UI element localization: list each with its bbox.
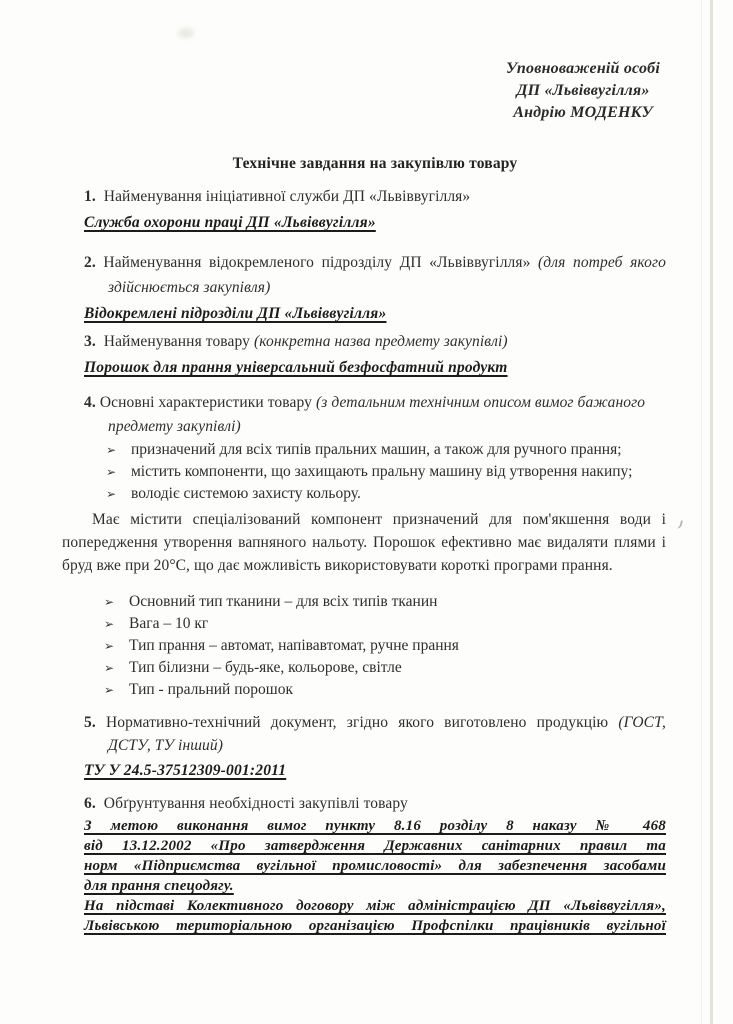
section-4-feature-list (106, 439, 666, 505)
scan-edge-line (710, 0, 713, 1024)
section-5-number: 5. (84, 714, 96, 731)
section-6-answer (84, 816, 666, 936)
spec-item (104, 591, 666, 613)
section-4-description-paragraph: Має містити спеціалізований компонент призначений для пом'якшення води і попередження утворення вапняного нальоту. Порошок ефективно має видаляти плями і бруд вже при 20°С, що дає можливість використовувати короткі програми прання. (62, 511, 666, 574)
section-1-answer: Служба охорони праці ДП «Львіввугілля» (84, 214, 376, 231)
spec-item (104, 679, 666, 701)
section-1-label: Найменування ініціативної служби ДП «Львіввугілля» (103, 188, 471, 205)
scan-comma-artifact (676, 520, 683, 530)
section-1-initiating-service (84, 184, 666, 236)
section-2-number: 2. (84, 254, 96, 271)
section-3-answer: Порошок для прання універсальний безфосфатний продукт (84, 359, 508, 376)
arrow-bullet-icon: ➢ (104, 683, 115, 697)
arrow-bullet-icon: ➢ (106, 465, 117, 479)
section-6-label: Обґрунтування необхідності закупівлі товару (103, 795, 408, 812)
spec-item-text: Основний тип тканини – для всіх типів тканин (129, 593, 438, 610)
section-2-answer: Відокремлені підрозділи ДП «Львіввугілля» (84, 305, 387, 322)
section-5-label: Нормативно-технічний документ, згідно якого виготовлено продукцію (105, 714, 609, 731)
section-4-label: Основні характеристики товару (99, 394, 312, 411)
section-1-heading (84, 184, 666, 209)
section-3-label-note: (конкретна назва предмету закупівлі) (253, 333, 508, 350)
arrow-bullet-icon: ➢ (104, 595, 115, 609)
arrow-bullet-icon: ➢ (104, 617, 115, 631)
section-2-subdivision (84, 250, 666, 327)
section-1-number: 1. (84, 188, 96, 205)
section-4-number: 4. (84, 394, 96, 411)
section-2-label-note: (для потреб якого здійснюється закупівля) (108, 254, 666, 296)
document-content (62, 0, 666, 936)
section-2-label: Найменування відокремленого підрозділу ДП «Львіввугілля» (103, 254, 531, 271)
arrow-bullet-icon: ➢ (104, 639, 115, 653)
section-2-heading (84, 250, 666, 300)
feature-item (106, 483, 666, 505)
section-5-heading (84, 711, 666, 757)
addressee-line-3: Андрію МОДЕНКУ (513, 104, 653, 121)
section-4-characteristics (62, 391, 666, 701)
addressee-block (84, 58, 660, 124)
section-3-heading (84, 329, 666, 354)
section-6-answer-line: для прання спецодягу. (84, 878, 234, 894)
feature-item-text: містить компоненти, що захищають пральну машину від утворення накипу; (131, 463, 633, 480)
arrow-bullet-icon: ➢ (106, 443, 117, 457)
section-6-answer-line: З метою виконання вимог пункту 8.16 розділу 8 наказу № 468 (84, 818, 666, 834)
addressee-lines (506, 58, 660, 124)
spec-item (104, 657, 666, 679)
spec-item-text: Тип білизни – будь-яке, кольорове, світле (129, 659, 402, 676)
spec-item (104, 613, 666, 635)
section-6-heading (84, 792, 666, 815)
section-6-answer-line: норм «Підприємства вугільної промисловості» для забезпечення засобами (84, 858, 666, 874)
section-3-label: Найменування товару (103, 333, 250, 350)
section-5-label-note: (ГОСТ, ДСТУ, ТУ інший) (108, 714, 666, 754)
spec-item-text: Тип прання – автомат, напівавтомат, ручне прання (129, 637, 459, 654)
section-4-spec-list (104, 591, 666, 701)
section-3-product-name (84, 329, 666, 381)
feature-item-text: призначений для всіх типів пральних машин, а також для ручного прання; (131, 441, 622, 458)
spec-item-text: Вага – 10 кг (129, 615, 209, 632)
page-title: Технічне завдання на закупівлю товару (232, 155, 518, 172)
section-5-answer: ТУ У 24.5-37512309-001:2011 (84, 762, 287, 779)
section-6-number: 6. (84, 795, 96, 812)
section-6-answer-line: На підставі Колективного договору між адміністрацією ДП «Львіввугілля», (84, 898, 666, 914)
section-5-normative-document (84, 711, 666, 784)
scan-edge-line-faint (701, 0, 702, 1024)
feature-item (106, 439, 666, 461)
addressee-line-2: ДП «Львіввугілля» (516, 82, 650, 99)
section-4-heading (84, 391, 666, 439)
section-4-label-note: (з детальним технічним описом вимог бажаного предмету закупівлі) (108, 394, 646, 435)
spec-item (104, 635, 666, 657)
section-6-answer-line: Львівською територіальною організацією Профспілки працівників вугільної (84, 918, 666, 934)
section-3-number: 3. (84, 333, 96, 350)
feature-item (106, 461, 666, 483)
section-6-justification (84, 792, 666, 936)
feature-item-text: володіє системою захисту кольору. (131, 485, 361, 502)
section-6-answer-line: від 13.12.2002 «Про затвердження Державних санітарних правил та (84, 838, 666, 854)
arrow-bullet-icon: ➢ (104, 661, 115, 675)
addressee-line-1: Уповноваженій особі (506, 60, 660, 77)
arrow-bullet-icon: ➢ (106, 487, 117, 501)
spec-item-text: Тип - пральний порошок (129, 681, 293, 698)
